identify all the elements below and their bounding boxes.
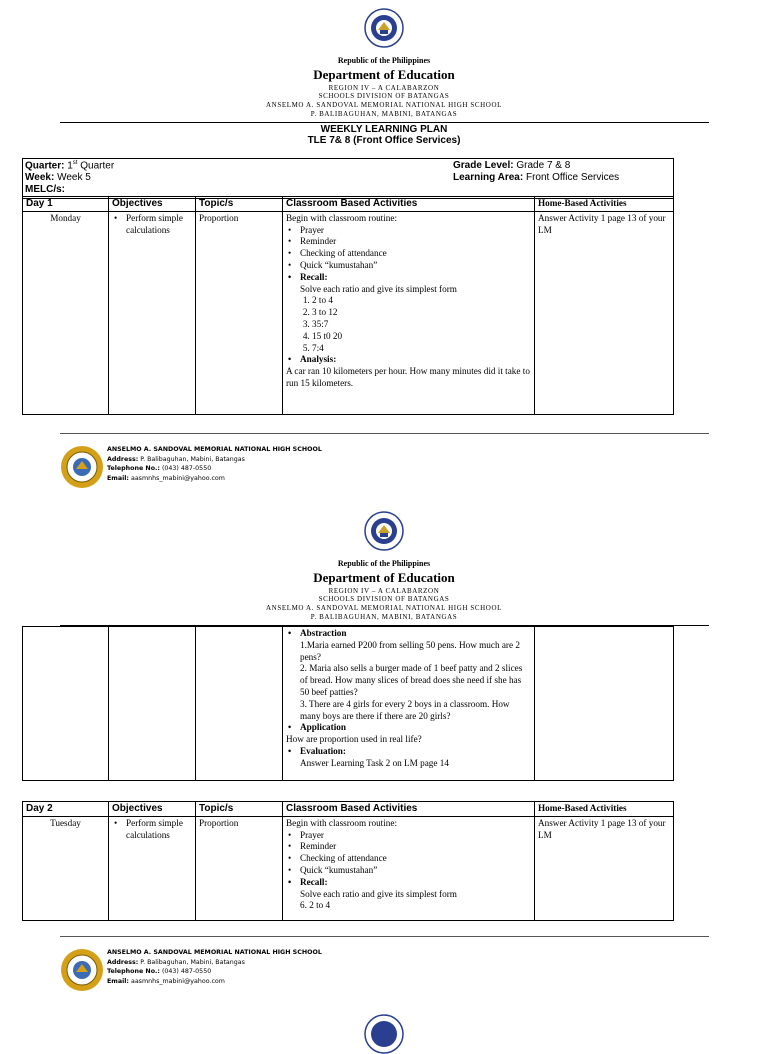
- division-text: SCHOOLS DIVISION OF BATANGAS: [318, 595, 450, 603]
- day1-topic: Proportion: [196, 211, 283, 414]
- day2-objective: • Perform simple calculations: [109, 816, 196, 920]
- melc-field: MELC/s:: [25, 184, 65, 195]
- republic-text: Republic of the Philippines: [337, 559, 431, 568]
- school-footer: [60, 948, 709, 996]
- footer-phone: Telephone No.: (043) 487-0550: [107, 465, 212, 473]
- footer-phone: Telephone No.: (043) 487-0550: [107, 968, 212, 976]
- day2-table: [22, 801, 674, 921]
- day2-topic: Proportion: [196, 816, 283, 920]
- day2-home-activities: Answer Activity 1 page 13 of your LM: [535, 816, 674, 920]
- region-text: REGION IV – A CALABARZON: [328, 84, 440, 92]
- day1-home-activities: Answer Activity 1 page 13 of your LM: [535, 211, 674, 414]
- day1-classroom-activities: Begin with classroom routine: • Prayer • Reminder • Checking of attendance • Quick “kumustahan” • Recall: Solve each ratio and give its simplest form 1. 2 to 4 2. 3 to 12 3. 35:7 4. 15 t0 20 5. 7:4 • Analysis: A car ran 10 kilometers per hour. How many minutes did it take to run 15 kilometers.: [283, 211, 535, 414]
- footer-address: Address: P. Balibaguhan, Mabini, Batangas: [107, 958, 245, 966]
- school-text: ANSELMO A. SANDOVAL MEMORIAL NATIONAL HIGH SCHOOL: [266, 604, 502, 612]
- day2-header: Day 2: [23, 802, 109, 817]
- footer-rule: [60, 936, 709, 937]
- quarter-field: Quarter: 1st Quarter: [25, 160, 115, 172]
- school-text: ANSELMO A. SANDOVAL MEMORIAL NATIONAL HIGH SCHOOL: [266, 101, 502, 109]
- plan-title: WEEKLY LEARNING PLAN TLE 7& 8 (Front Office Services): [307, 124, 461, 146]
- footer-address: Address: P. Balibaguhan, Mabini, Batangas: [107, 455, 245, 463]
- deped-seal-icon: [364, 511, 404, 551]
- header-rule: [60, 122, 709, 123]
- day1-day: Monday: [23, 211, 109, 414]
- republic-text: Republic of the Philippines: [337, 56, 431, 65]
- week-field: Week: Week 5: [25, 172, 91, 183]
- day1-table: [22, 196, 674, 415]
- address-text: P. BALIBAGUHAN, MABINI, BATANGAS: [310, 613, 458, 621]
- home-header: Home-Based Activities: [535, 197, 674, 212]
- home-header: Home-Based Activities: [535, 802, 674, 817]
- department-title: Department of Education: [313, 570, 455, 585]
- deped-seal-icon: [364, 1014, 404, 1054]
- plan-info-box: [22, 158, 674, 199]
- day2-classroom-activities: Begin with classroom routine: • Prayer • Reminder • Checking of attendance • Quick “kumustahan” • Recall: Solve each ratio and give its simplest form 6. 2 to 4: [283, 816, 535, 920]
- school-logo-icon: [60, 948, 104, 992]
- learning-area-field: Learning Area: Front Office Services: [453, 172, 620, 183]
- topics-header: Topic/s: [196, 802, 283, 817]
- deped-seal-icon: [364, 8, 404, 48]
- footer-school: ANSELMO A. SANDOVAL MEMORIAL NATIONAL HIGH SCHOOL: [107, 446, 322, 453]
- footer-email: Email: aasmnhs_mabini@yahoo.com: [107, 978, 225, 986]
- day1-header: Day 1: [23, 197, 109, 212]
- footer-school: ANSELMO A. SANDOVAL MEMORIAL NATIONAL HIGH SCHOOL: [107, 949, 322, 956]
- footer-email: Email: aasmnhs_mabini@yahoo.com: [107, 475, 225, 483]
- school-logo-icon: [60, 445, 104, 489]
- day1-objective: • Perform simple calculations: [109, 211, 196, 414]
- day1-continued-activities: • Abstraction 1.Maria earned P200 from selling 50 pens. How much are 2 pens? 2. Maria also sells a burger made of 1 beef patty and 2 slices of bread. How many slices of bread does she need if she has 50 beef patties? 3. There are 4 girls for every 2 boys in a classroom. How many boys are there if there are 20 girls? • Application How are proportion used in real life? • Evaluation: Answer Learning Task 2 on LM page 14: [283, 627, 535, 781]
- day1-continuation-table: [22, 626, 674, 781]
- grade-level-field: Grade Level: Grade 7 & 8: [453, 160, 571, 171]
- objectives-header: Objectives: [109, 802, 196, 817]
- classroom-header: Classroom Based Activities: [283, 802, 535, 817]
- classroom-header: Classroom Based Activities: [283, 197, 535, 212]
- school-footer: [60, 445, 709, 493]
- objectives-header: Objectives: [109, 197, 196, 212]
- topics-header: Topic/s: [196, 197, 283, 212]
- department-title: Department of Education: [313, 67, 455, 82]
- address-text: P. BALIBAGUHAN, MABINI, BATANGAS: [310, 110, 458, 118]
- division-text: SCHOOLS DIVISION OF BATANGAS: [318, 92, 450, 100]
- day2-day: Tuesday: [23, 816, 109, 920]
- footer-rule: [60, 433, 709, 434]
- region-text: REGION IV – A CALABARZON: [328, 587, 440, 595]
